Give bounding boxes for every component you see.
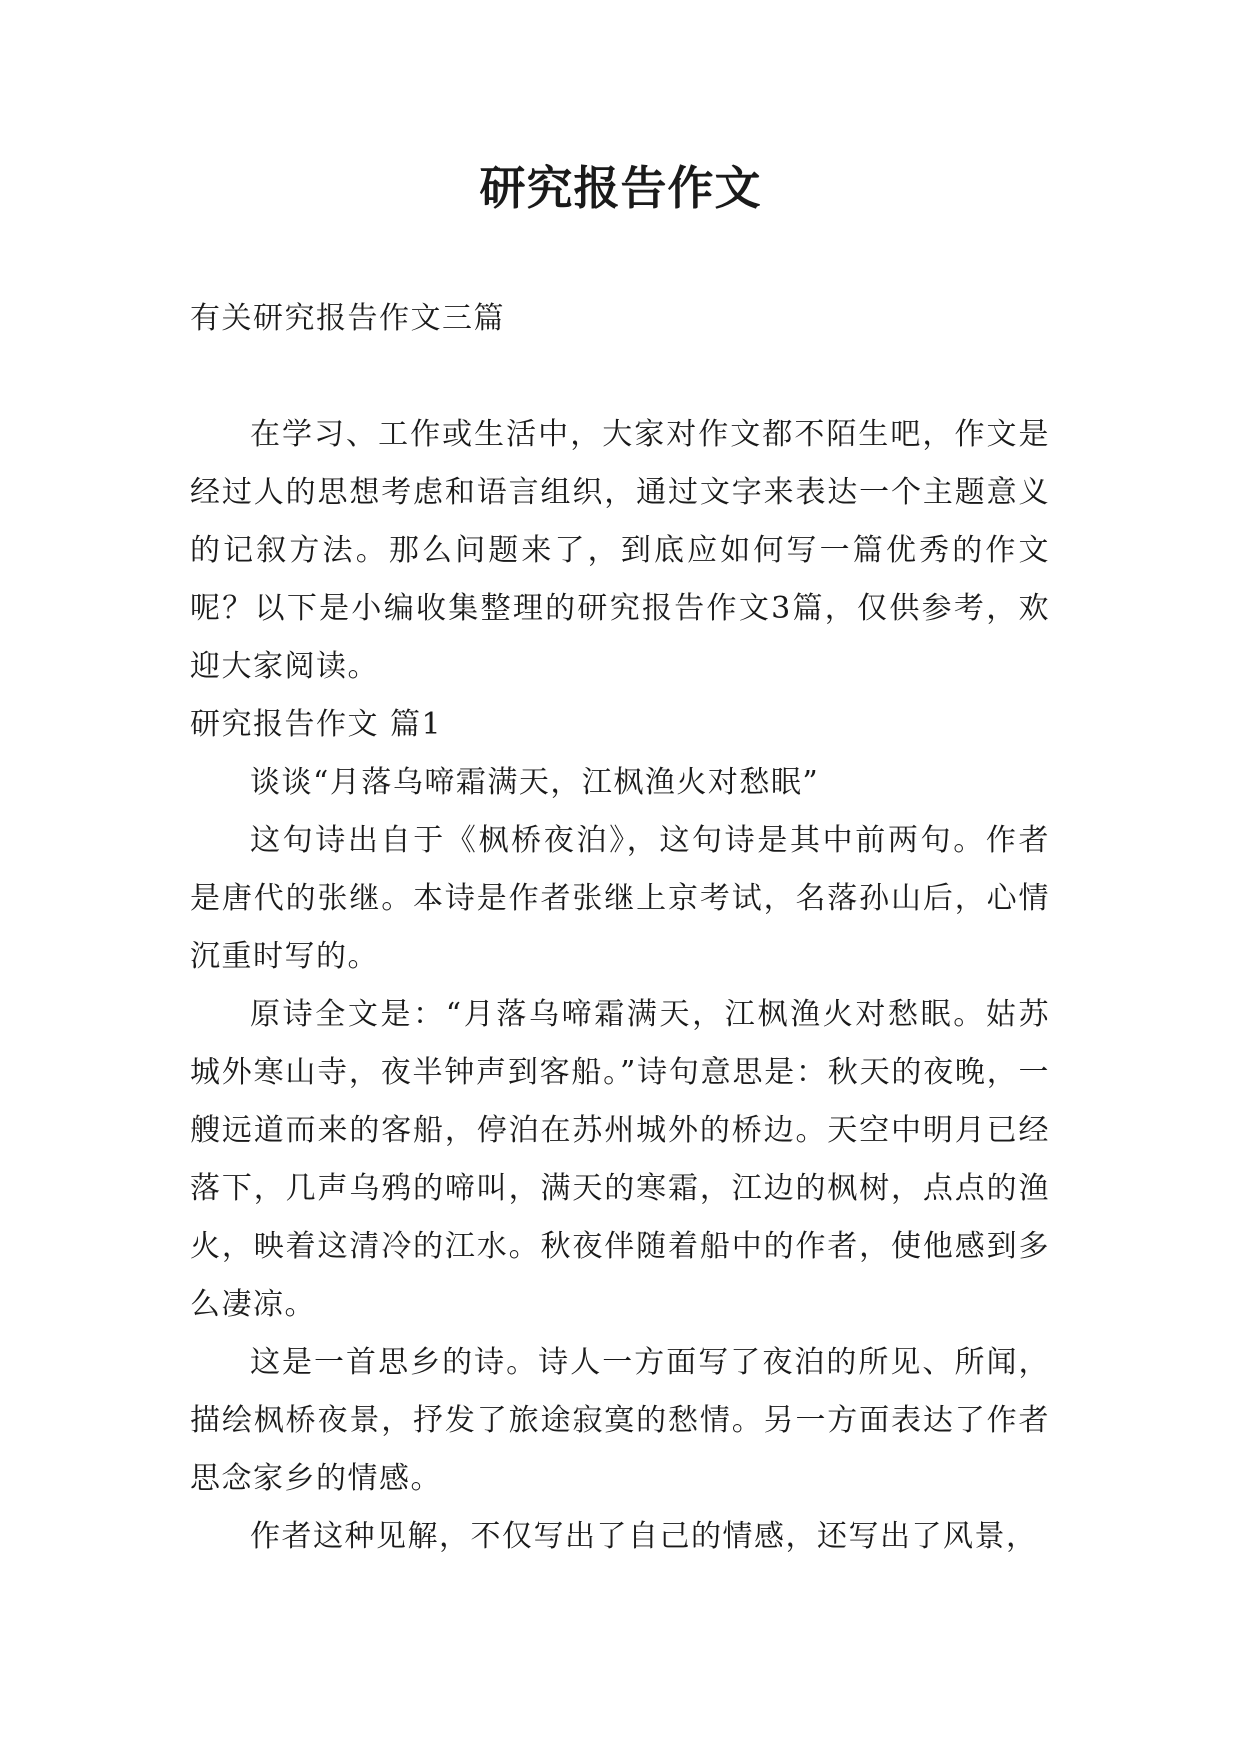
intro-paragraph: 在学习、工作或生活中，大家对作文都不陌生吧，作文是经过人的思想考虑和语言组织，通过文字来表达一个主题意义的记叙方法。那么问题来了，到底应如何写一篇优秀的作文呢？以下是小编收集整理的研究报告作文3篇，仅供参考，欢迎大家阅读。	[190, 417, 1050, 684]
paragraph: 这是一首思乡的诗。诗人一方面写了夜泊的所见、所闻，描绘枫桥夜景，抒发了旅途寂寞的愁情。另一方面表达了作者思念家乡的情感。	[190, 1345, 1050, 1496]
paragraph: 作者这种见解，不仅写出了自己的情感，还写出了风景，	[250, 1519, 1038, 1554]
document-body	[190, 290, 1050, 1566]
paragraph: 原诗全文是：“月落乌啼霜满天，江枫渔火对愁眠。姑苏城外寒山寺，夜半钟声到客船。”诗句意思是：秋天的夜晚，一艘远道而来的客船，停泊在苏州城外的桥边。天空中明月已经落下，几声乌鸦的啼叫，满天的寒霜，江边的枫树，点点的渔火，映着这清冷的江水。秋夜伴随着船中的作者，使他感到多么凄凉。	[190, 997, 1050, 1322]
document-title: 研究报告作文	[479, 161, 762, 215]
section-heading: 研究报告作文 篇1	[190, 707, 443, 742]
paragraph: 谈谈“月落乌啼霜满天，江枫渔火对愁眠”	[250, 765, 820, 800]
paragraph: 这句诗出自于《枫桥夜泊》，这句诗是其中前两句。作者是唐代的张继。本诗是作者张继上京考试，名落孙山后，心情沉重时写的。	[190, 823, 1050, 974]
document-subtitle: 有关研究报告作文三篇	[190, 301, 505, 336]
